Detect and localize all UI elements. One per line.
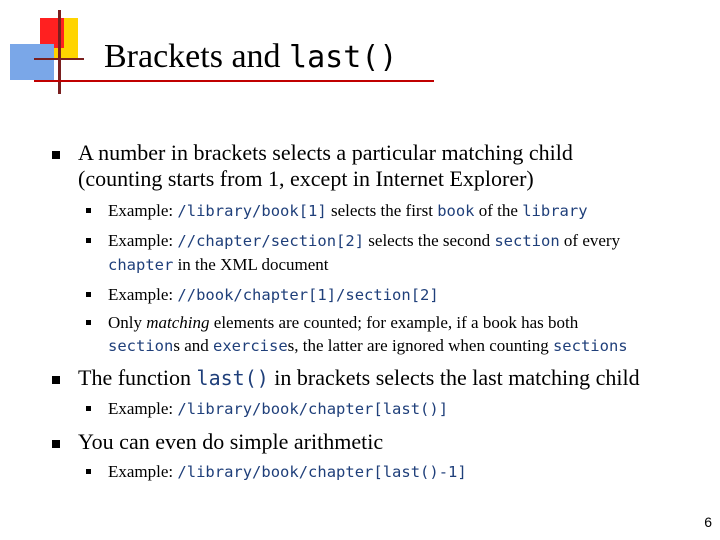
bullet-text: You can even do simple arithmetic: [78, 429, 384, 454]
example-label: Example:: [108, 285, 178, 304]
code-word: exercise: [213, 337, 288, 355]
text-fragment: selects the first: [326, 201, 438, 220]
example-label: Example:: [108, 462, 178, 481]
code-word: library: [522, 202, 588, 220]
sub-bullet-square-icon: [86, 292, 91, 297]
bullet-square-icon: [52, 151, 60, 159]
bullet-text-line2: (counting starts from 1, except in Internet Explorer): [78, 166, 534, 191]
text-fragment: in the XML document: [173, 255, 329, 274]
text-fragment: in brackets selects the last matching child: [268, 365, 640, 390]
text-fragment: of every: [559, 231, 621, 250]
code-snippet: /library/book[1]: [177, 202, 327, 220]
code-snippet: //chapter/section[2]: [177, 232, 365, 250]
slide-title: [104, 36, 397, 79]
sub-bullet-square-icon: [86, 208, 91, 213]
code-word: book: [437, 202, 475, 220]
text-fragment: s and: [173, 336, 213, 355]
emphasis-text: matching: [146, 313, 210, 332]
text-fragment: elements are counted; for example, if a book has both: [209, 313, 579, 332]
example-label: Example:: [108, 201, 178, 220]
text-fragment: Only: [108, 313, 147, 332]
sub-bullet-square-icon: [86, 320, 91, 325]
code-snippet: /library/book/chapter[last()]: [177, 400, 449, 418]
code-snippet: /library/book/chapter[last()-1]: [177, 463, 467, 481]
text-fragment: s, the latter are ignored when counting: [287, 336, 553, 355]
text-fragment: of the: [474, 201, 523, 220]
text-fragment: selects the second: [364, 231, 495, 250]
title-code: last(): [289, 40, 398, 75]
sub-bullet-square-icon: [86, 406, 91, 411]
code-word: section: [494, 232, 560, 250]
slide-logo: [0, 0, 100, 100]
bullet-square-icon: [52, 376, 60, 384]
page-number: 6: [704, 514, 712, 530]
logo-horizontal-line: [34, 58, 84, 60]
bullet-text-line1: A number in brackets selects a particular matching child: [78, 140, 573, 165]
code-word: chapter: [108, 256, 174, 274]
example-label: Example:: [108, 231, 178, 250]
logo-blue-square: [10, 44, 54, 80]
code-snippet: //book/chapter[1]/section[2]: [177, 286, 439, 304]
sub-bullet-square-icon: [86, 469, 91, 474]
sub-bullet-square-icon: [86, 238, 91, 243]
bullet-square-icon: [52, 440, 60, 448]
code-word: sections: [552, 337, 628, 355]
code-word: section: [108, 337, 174, 355]
title-rule: [34, 80, 434, 82]
text-fragment: The function: [78, 365, 197, 390]
code-snippet: last(): [196, 366, 269, 390]
title-text: Brackets and: [104, 38, 290, 75]
example-label: Example:: [108, 399, 178, 418]
